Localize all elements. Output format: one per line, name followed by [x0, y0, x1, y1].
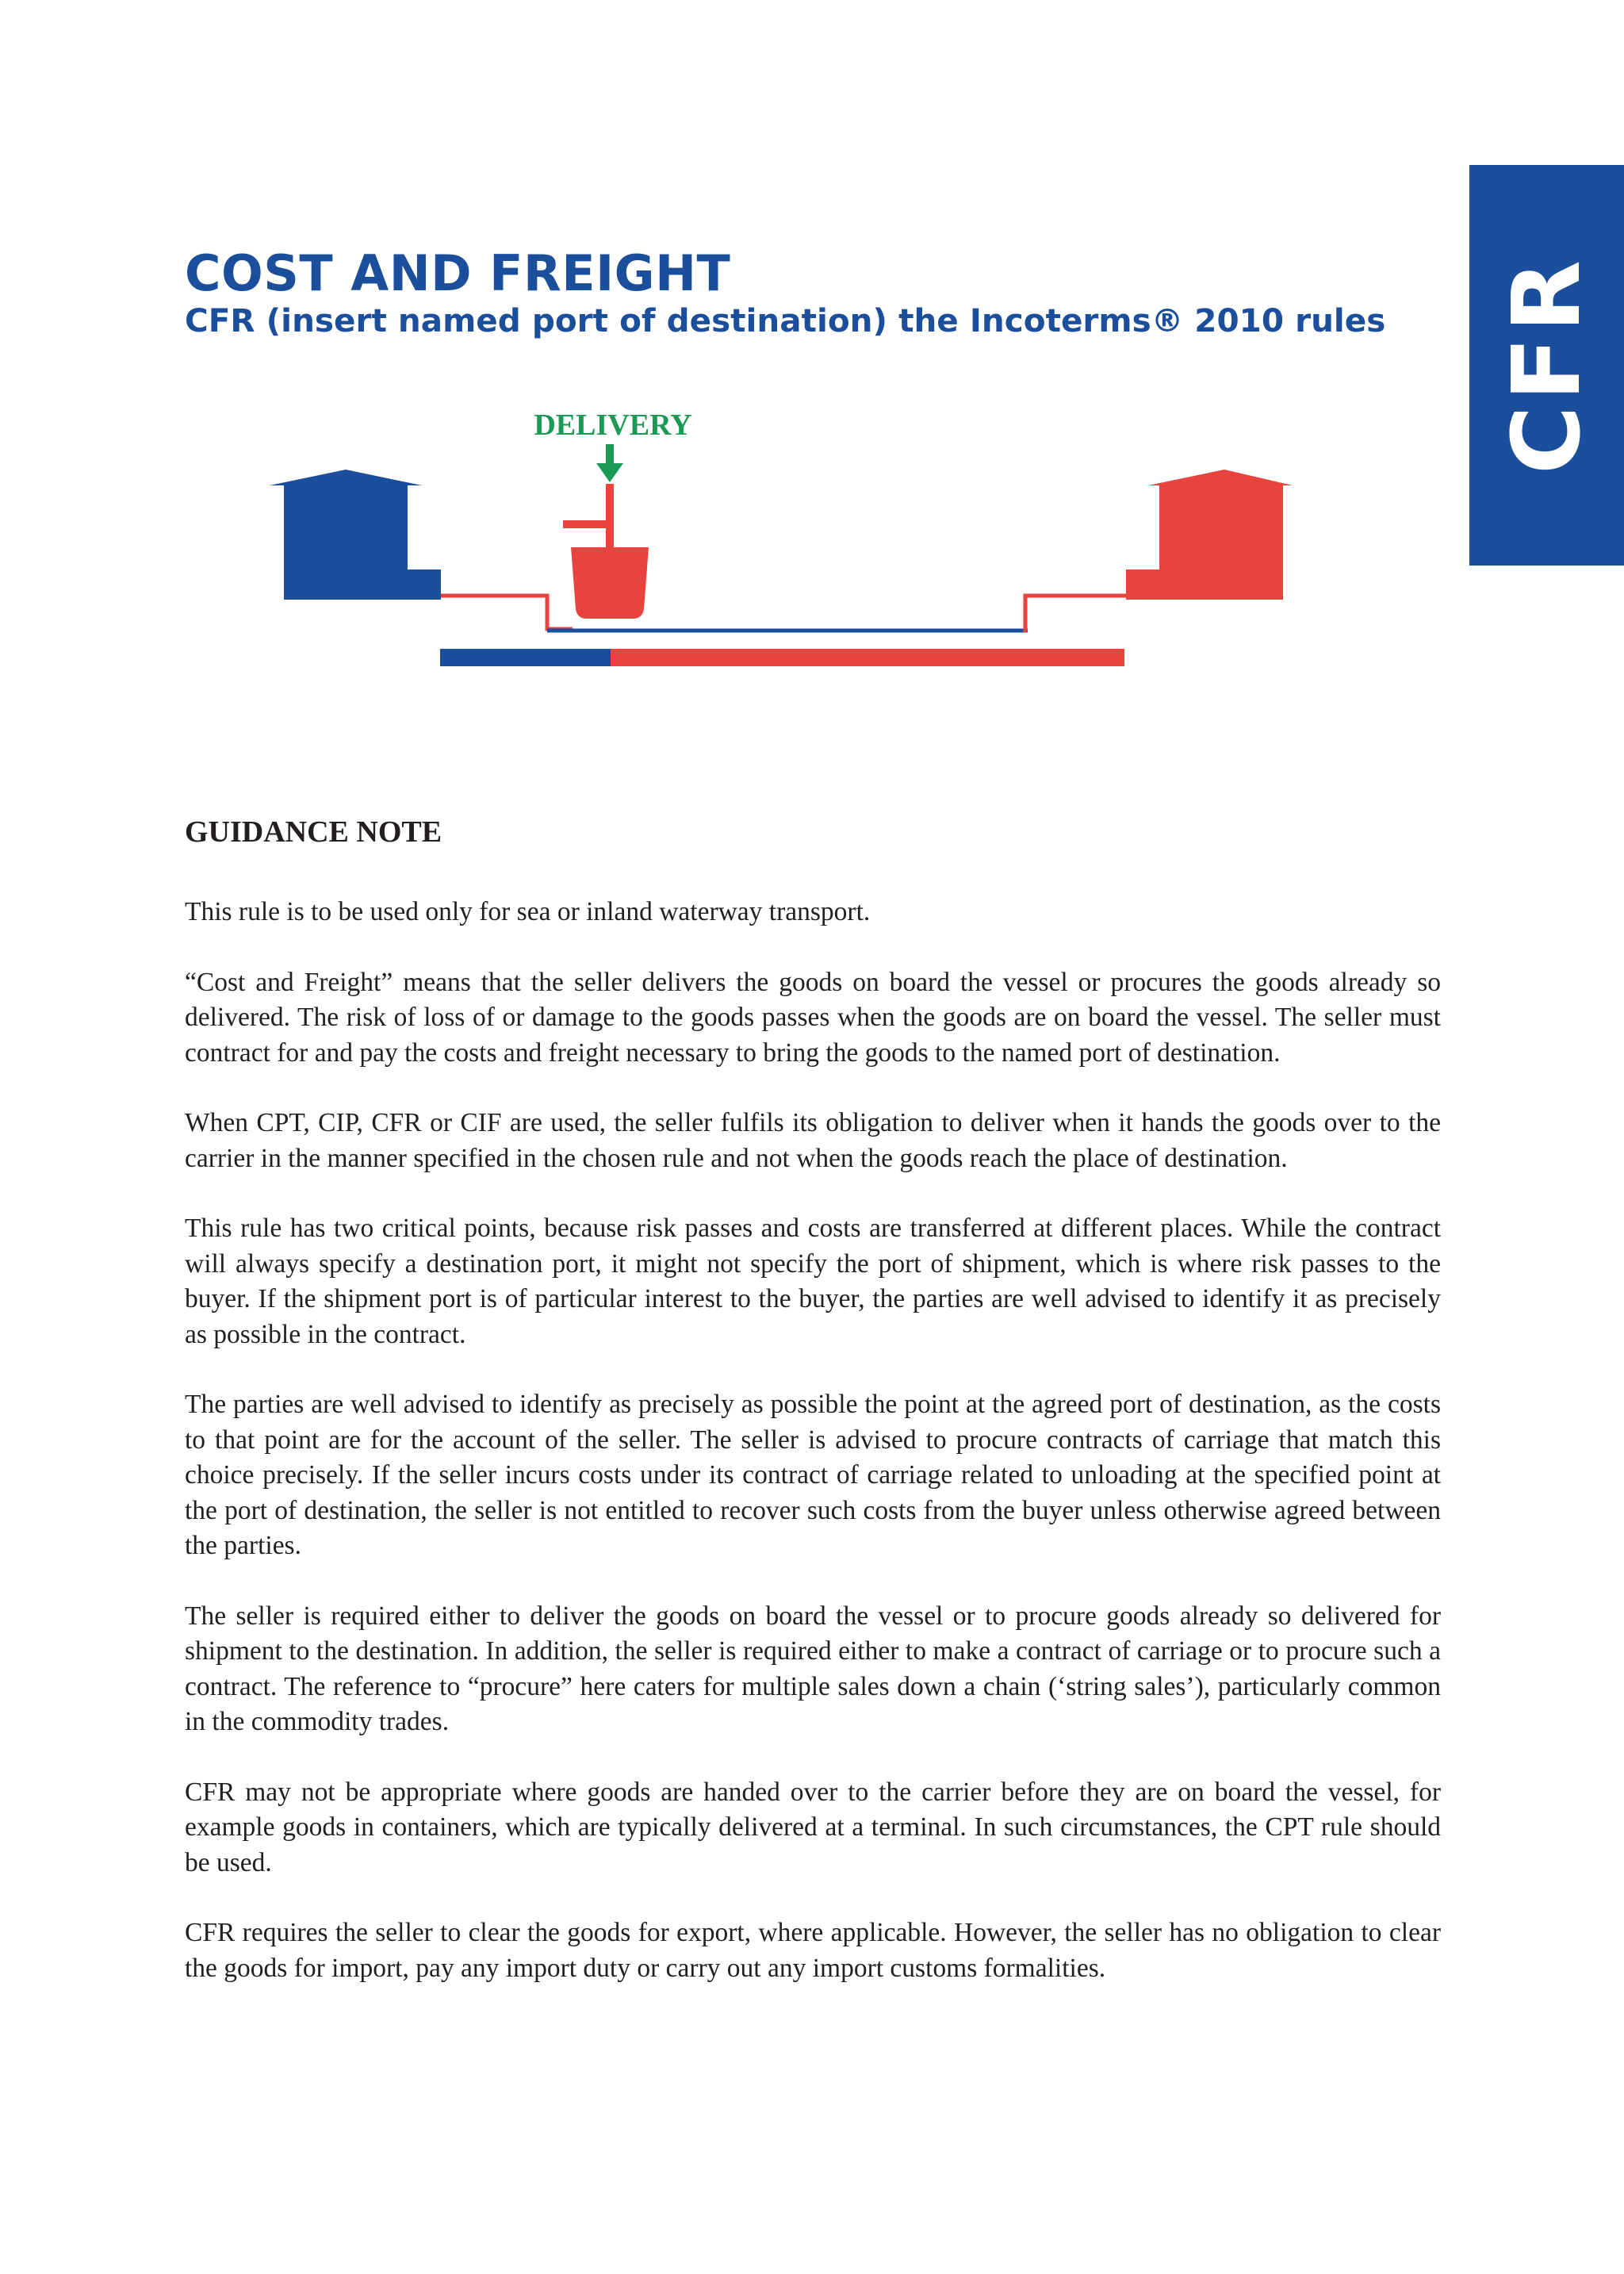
page-subtitle: CFR (insert named port of destination) the Incoterms® 2010 rules [185, 301, 1386, 339]
buyer-cost-bar [611, 649, 1124, 666]
guidance-note-heading: GUIDANCE NOTE [185, 815, 442, 849]
guidance-paragraph: The seller is required either to deliver the goods on board the vessel or to procure goods already so delivered for shipment to the destination. In addition, the seller is required either to make a contract of carriage or to procure such a contract. The reference to “procure” here caters for multiple sales down a chain (‘string sales’), particularly common in the commodity trades. [185, 1601, 1441, 1736]
guidance-paragraph: CFR requires the seller to clear the goods for export, where applicable. However, the seller has no obligation to clear the goods for import, pay any import duty or carry out any import customs formalities. [185, 1918, 1441, 1983]
guidance-paragraph: “Cost and Freight” means that the seller delivers the goods on board the vessel or procures the goods already so delivered. The risk of loss of or damage to the goods passes when the goods are on board the vessel. The seller must contract for and pay the costs and freight necessary to bring the goods to the named port of destination. [185, 967, 1441, 1068]
seller-warehouse-icon [270, 470, 441, 600]
guidance-paragraph: This rule is to be used only for sea or inland waterway transport. [185, 897, 871, 926]
page-title: COST AND FREIGHT [185, 244, 731, 302]
delivery-diagram [0, 0, 1624, 714]
guidance-paragraph: When CPT, CIP, CFR or CIF are used, the seller fulfils its obligation to deliver when it hands the goods over to the carrier in the manner specified in the chosen rule and not when the goods reach the place of destination. [185, 1108, 1441, 1173]
side-tab-label: CFR [1492, 255, 1601, 475]
delivery-arrow-icon [596, 463, 623, 482]
buyer-route-line [1025, 596, 1126, 632]
seller-route-line [441, 596, 573, 629]
ship-icon [571, 547, 649, 619]
crane-mast [606, 484, 614, 547]
guidance-paragraph: CFR may not be appropriate where goods are handed over to the carrier before they are on board the vessel, for example goods in containers, which are typically delivered at a terminal. In such circumstances, the CPT rule should be used. [185, 1777, 1441, 1877]
delivery-label: DELIVERY [534, 408, 692, 442]
guidance-note-body [185, 895, 1441, 2021]
guidance-paragraph: The parties are well advised to identify as precisely as possible the point at the agreed port of destination, as the costs to that point are for the account of the seller. The seller is advised to procure contracts of carriage that match this choice precisely. If the seller incurs costs under its contract of carriage related to unloading at the specified point at the port of destination, the seller is not entitled to recover such costs from the buyer unless otherwise agreed between the parties. [185, 1390, 1441, 1560]
guidance-paragraph: This rule has two critical points, because risk passes and costs are transferred at different places. While the contract will always specify a destination port, it might not specify the port of shipment, which is where risk passes to the buyer. If the shipment port is of particular interest to the buyer, the parties are well advised to identify it as precisely as possible in the contract. [185, 1214, 1441, 1349]
seller-cost-bar [440, 649, 611, 666]
delivery-arrow-shaft [606, 444, 614, 465]
buyer-warehouse-icon [1126, 470, 1293, 600]
crane-arm [563, 520, 609, 528]
